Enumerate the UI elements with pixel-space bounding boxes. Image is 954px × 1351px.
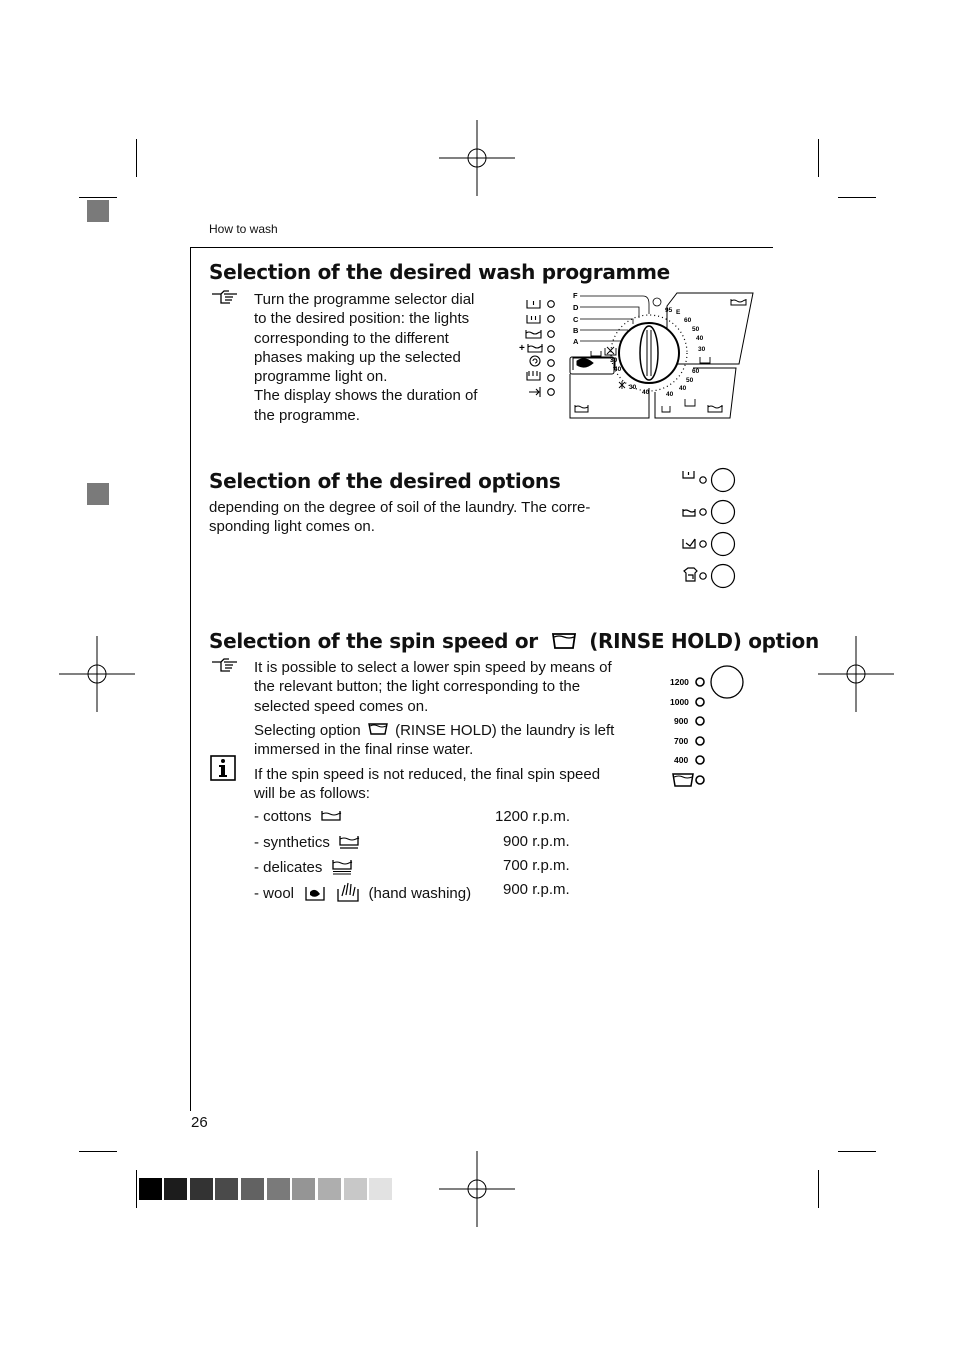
programme-title: Selection of the desired wash programme — [209, 260, 670, 284]
info-icon — [210, 755, 236, 781]
calibration-swatch — [164, 1178, 187, 1200]
text-line: corresponding to the different — [254, 329, 449, 347]
easy-iron-button — [712, 565, 735, 588]
rinse-hold-icon — [551, 632, 577, 650]
text-line: It is possible to select a lower spin speed by means of — [254, 659, 612, 676]
spin-title-after: (RINSE HOLD) option — [589, 629, 819, 653]
section-label: How to wash — [209, 222, 278, 236]
wool-extra-label: (hand washing) — [368, 885, 472, 902]
dial-temp: 60 — [692, 368, 700, 375]
fabric-label: - wool — [254, 885, 295, 902]
calibration-swatch — [344, 1178, 367, 1200]
text-line: the programme. — [254, 406, 360, 424]
registration-mark — [439, 120, 515, 196]
wool-icon — [304, 882, 326, 902]
info-text — [254, 765, 600, 804]
header-rule — [190, 247, 773, 248]
spin-title-before: Selection of the spin speed or — [209, 629, 538, 653]
delicates-icon — [331, 857, 353, 875]
speed-row-wool — [254, 881, 471, 903]
rinse-text-after: (RINSE HOLD) the laundry is left — [395, 722, 615, 739]
selector-dial — [611, 315, 687, 391]
prewash-button — [712, 469, 735, 492]
panel-speed: 1200 — [670, 677, 689, 687]
dial-temp: 40 — [666, 391, 674, 398]
synthetics-icon — [338, 833, 360, 849]
calibration-swatch — [139, 1178, 162, 1200]
spin-hint-text — [254, 658, 612, 716]
fabric-label: - delicates — [254, 859, 323, 876]
programme-text — [254, 290, 477, 425]
options-panel — [680, 465, 740, 591]
text-line: If the spin speed is not reduced, the final spin speed — [254, 766, 601, 783]
phase-letter: F — [573, 291, 578, 300]
dial-temp: 50 — [686, 377, 694, 384]
phase-icons — [526, 300, 542, 397]
crop-mark — [818, 139, 819, 177]
rinse-hold-text — [254, 721, 614, 760]
spin-button — [711, 666, 743, 698]
panel-speed: 700 — [674, 736, 689, 746]
panel-speed: 900 — [674, 716, 689, 726]
dial-temp: 60 — [684, 317, 692, 324]
dial-temp: 30 — [610, 357, 618, 364]
fabric-label: - cottons — [254, 808, 312, 825]
dial-temp: E — [676, 309, 681, 316]
stain-button — [712, 501, 735, 524]
svg-text:+: + — [519, 343, 525, 354]
text-line: depending on the degree of soil of the laundry. The corre- — [209, 499, 591, 516]
dial-temp: 50 — [692, 326, 700, 333]
text-line: programme light on. — [254, 368, 388, 386]
speed-row-cottons — [254, 808, 342, 825]
calibration-swatch — [267, 1178, 290, 1200]
rinse-hold-icon — [367, 722, 389, 736]
dial-temp: 40 — [679, 385, 687, 392]
text-line: sponding light comes on. — [209, 518, 375, 536]
crop-mark — [79, 1151, 117, 1152]
calibration-swatch — [369, 1178, 392, 1200]
dial-temp: 30 — [698, 346, 706, 353]
text-line: the relevant button; the light corresponding to the — [254, 678, 581, 696]
section-marker — [87, 483, 109, 505]
text-line: will be as follows: — [254, 785, 370, 803]
calibration-swatch — [241, 1178, 264, 1200]
panel-speed: 1000 — [670, 697, 689, 707]
crop-mark — [136, 1170, 137, 1208]
phase-letter: D — [573, 303, 579, 312]
registration-mark — [818, 636, 894, 712]
hand-wash-icon — [336, 881, 360, 903]
phase-letter: B — [573, 326, 579, 335]
speed-value: 900 r.p.m. — [503, 833, 570, 850]
crop-mark — [838, 197, 876, 198]
calibration-swatch — [215, 1178, 238, 1200]
dial-temp: 40 — [614, 366, 622, 373]
text-line: to the desired position: the lights — [254, 310, 470, 328]
dial-temp: 30 — [629, 384, 637, 391]
fabric-label: - synthetics — [254, 834, 330, 851]
dial-temp: 40 — [642, 389, 650, 396]
registration-mark — [439, 1151, 515, 1227]
margin-rule — [190, 247, 191, 1111]
page-number: 26 — [191, 1114, 208, 1131]
phase-letter: A — [573, 337, 579, 346]
calibration-swatch — [292, 1178, 315, 1200]
cottons-icon — [320, 808, 342, 822]
speed-value: 700 r.p.m. — [503, 857, 570, 874]
extra-rinse-button — [712, 533, 735, 556]
calibration-swatch — [318, 1178, 341, 1200]
options-title: Selection of the desired options — [209, 469, 561, 493]
text-line: Turn the programme selector dial — [254, 291, 475, 308]
phase-letter: C — [573, 315, 579, 324]
speed-value: 1200 r.p.m. — [495, 808, 571, 825]
text-line: selected speed comes on. — [254, 697, 429, 715]
speed-row-synthetics — [254, 833, 360, 851]
pointing-hand-icon — [211, 290, 239, 306]
text-line: phases making up the selected — [254, 348, 461, 366]
programme-dial-diagram — [515, 288, 760, 424]
pointing-hand-icon — [211, 658, 239, 674]
speed-row-delicates — [254, 857, 353, 876]
crop-mark — [136, 139, 137, 177]
speed-value: 900 r.p.m. — [503, 881, 570, 898]
crop-mark — [818, 1170, 819, 1208]
crop-mark — [838, 1151, 876, 1152]
spin-title — [209, 629, 819, 653]
dial-temp: 95 — [665, 307, 673, 314]
extra-rinse-icon — [683, 539, 695, 548]
spin-speed-panel — [665, 663, 747, 793]
registration-mark — [59, 636, 135, 712]
calibration-swatch — [190, 1178, 213, 1200]
text-line: The display shows the duration of — [254, 387, 478, 405]
rinse-text-before: Selecting option — [254, 722, 361, 739]
section-marker — [87, 200, 109, 222]
panel-speed: 400 — [674, 755, 689, 765]
options-text — [209, 498, 590, 537]
dial-temp: 40 — [696, 335, 704, 342]
text-line: immersed in the final rinse water. — [254, 741, 474, 759]
crop-mark — [79, 197, 117, 198]
